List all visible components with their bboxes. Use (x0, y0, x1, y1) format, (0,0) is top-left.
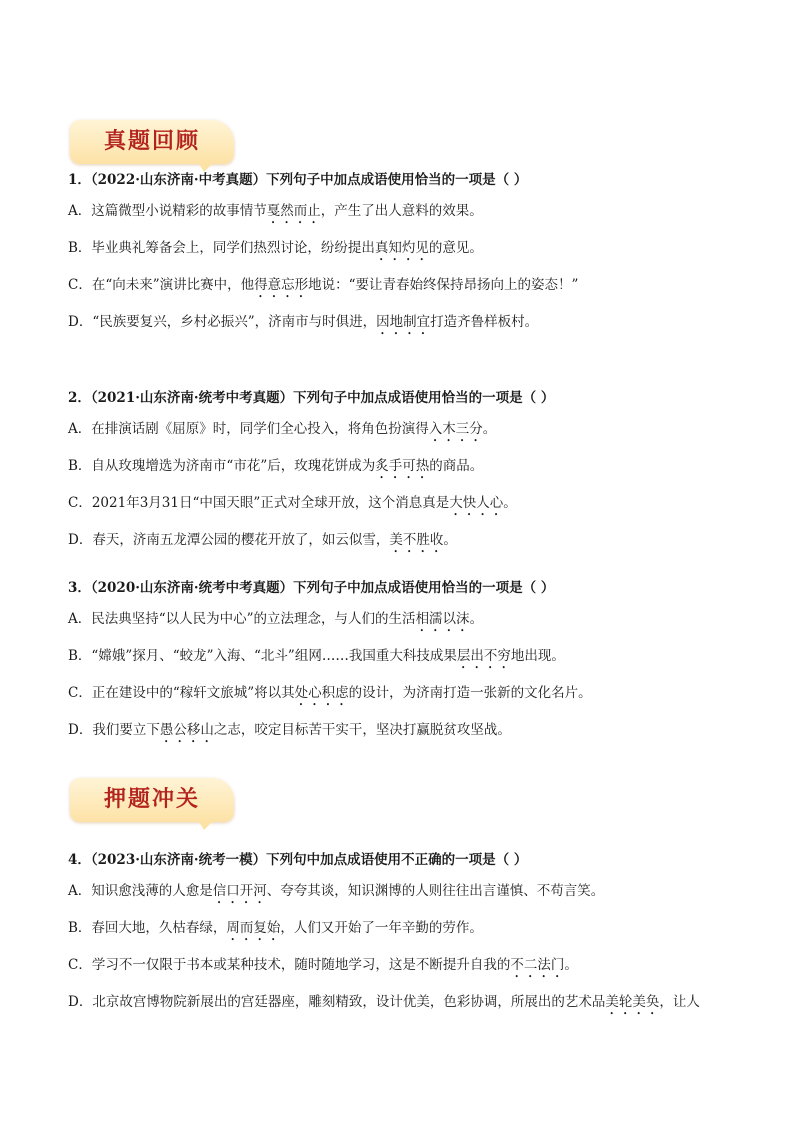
option-c: C．2021年3月31日“中国天眼”正式对全球开放，这个消息真是大快人心。 (68, 495, 517, 511)
option-d: D．“民族要复兴，乡村必振兴”，济南市与时俱进，因地制宜打造齐鲁样板村。 (68, 314, 539, 330)
section-title: 押题冲关 (103, 787, 200, 812)
dotted-idiom: 真知灼见 (374, 240, 429, 256)
question-2 (68, 388, 738, 567)
option-b: B．“嫦娥”探月、“蛟龙”入海、“北斗”组网……我国重大科技成果层出不穷地出现。 (68, 648, 565, 664)
dotted-idiom: 大快人心 (449, 495, 504, 511)
dotted-idiom: 不二法门 (510, 957, 565, 973)
dotted-idiom: 美轮美奂 (605, 994, 660, 1010)
option-c: C．学习不一仅限于书本或某种技术，随时随地学习，这是不断提升自我的不二法门。 (68, 957, 578, 973)
dotted-idiom: 周而复始 (226, 920, 281, 936)
question-3 (68, 578, 738, 757)
dotted-idiom: 因地制宜 (376, 314, 431, 330)
dotted-idiom: 愚公移山 (159, 722, 214, 738)
option-b: B．自从玫瑰增选为济南市“市花”后，玫瑰花饼成为炙手可热的商品。 (68, 458, 484, 474)
question-stem: 2．（2021·山东济南·统考中考真题）下列句子中加点成语使用恰当的一项是（ ） (68, 390, 555, 406)
dotted-idiom: 入木三分 (428, 421, 483, 437)
section-badge-yati (70, 778, 234, 828)
dotted-idiom: 处心积虑 (294, 685, 349, 701)
dotted-idiom: 戛然而止 (266, 203, 321, 219)
dotted-idiom: 相濡以沫 (415, 611, 470, 627)
section-badge-zhenti (70, 120, 234, 170)
question-1 (68, 170, 738, 349)
dotted-idiom: 信口开河 (212, 883, 267, 899)
section-title: 真题回顾 (103, 129, 200, 154)
option-c: C．正在建设中的“稼轩文旅城”将以其处心积虑的设计，为济南打造一张新的文化名片。 (68, 685, 592, 701)
dotted-idiom: 层出不穷 (456, 648, 511, 664)
option-c: C．在“向未来”演讲比赛中，他得意忘形地说：“要让青春始终保持昂扬向上的姿态！” (68, 277, 579, 293)
dotted-idiom: 美不胜收 (389, 532, 444, 548)
option-a: A．知识愈浅薄的人愈是信口开河、夸夸其谈，知识渊博的人则往往出言谨慎、不苟言笑。 (68, 883, 605, 899)
question-stem: 3．（2020·山东济南·统考中考真题）下列句子中加点成语使用恰当的一项是（ ） (68, 580, 555, 596)
option-a: A．民法典坚持“以人民为中心”的立法理念，与人们的生活相濡以沫。 (68, 611, 484, 627)
option-d: D．北京故宫博物院新展出的宫廷器座，雕刻精致，设计优美，色彩协调，所展出的艺术品美轮美奂，让人 (68, 994, 700, 1010)
question-stem: 1．（2022·山东济南·中考真题）下列句子中加点成语使用恰当的一项是（ ） (68, 172, 528, 188)
dotted-idiom: 得意忘形 (254, 277, 309, 293)
option-d: D．我们要立下愚公移山之志，咬定目标苦干实干，坚决打赢脱贫攻坚战。 (68, 722, 511, 738)
option-b: B．毕业典礼筹备会上，同学们热烈讨论，纷纷提出真知灼见的意见。 (68, 240, 483, 256)
option-a: A．在排演话剧《屈原》时，同学们全心投入，将角色扮演得入木三分。 (68, 421, 497, 437)
question-4 (68, 850, 738, 1029)
option-b: B．春回大地，久枯春绿，周而复始，人们又开始了一年辛勤的劳作。 (68, 920, 483, 936)
option-a: A．这篇微型小说精彩的故事情节戛然而止，产生了出人意料的效果。 (68, 203, 483, 219)
question-stem: 4．（2023·山东济南·统考一模）下列句中加点成语使用不正确的一项是（ ） (68, 852, 528, 868)
dotted-idiom: 炙手可热 (375, 458, 430, 474)
option-d: D．春天，济南五龙潭公园的樱花开放了，如云似雪，美不胜收。 (68, 532, 457, 548)
